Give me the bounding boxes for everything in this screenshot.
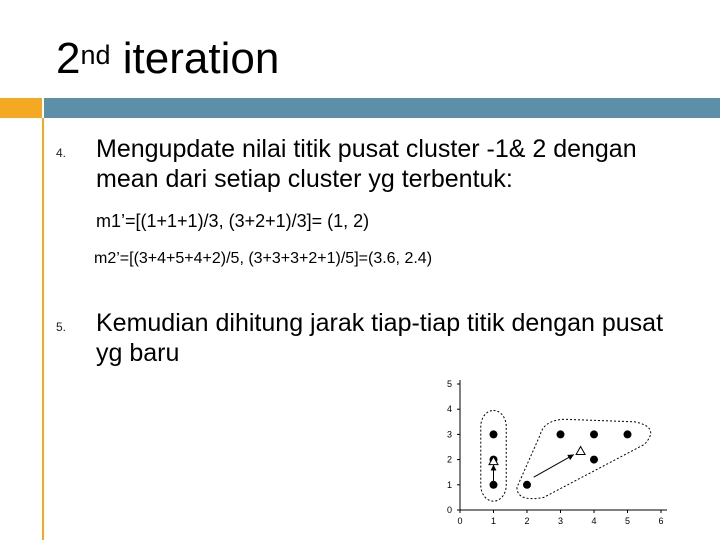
formula-m2: m2’=[(3+4+5+4+2)/5, (3+3+3+2+1)/5]=(3.6, 2.4)	[94, 250, 433, 267]
x-tick-label: 3	[557, 516, 564, 526]
title-number: 2	[56, 34, 81, 83]
accent-line-vertical	[42, 118, 44, 540]
data-point	[490, 430, 498, 438]
data-point	[490, 481, 498, 489]
title-text: iteration	[122, 34, 280, 83]
centroid-shift-arrow	[534, 455, 574, 478]
y-tick-label: 0	[446, 505, 452, 515]
formula-m1: m1’=[(1+1+1)/3, (3+2+1)/3]= (1, 2)	[96, 211, 370, 231]
data-point	[590, 456, 598, 464]
item-number-4: 4.	[56, 146, 67, 160]
y-tick-label: 4	[446, 404, 452, 415]
data-point	[557, 430, 565, 438]
data-point	[590, 430, 598, 438]
title-ordinal-suffix: nd	[80, 40, 111, 70]
y-tick-label: 5	[446, 379, 452, 389]
centroid-marker	[576, 447, 585, 455]
x-tick-label: 1	[490, 516, 497, 526]
item-number-5: 5.	[56, 320, 67, 334]
item-text-5: Kemudian dihitung jarak tiap-tiap titik dengan pusat yg baru	[96, 309, 664, 367]
slide-title	[56, 32, 279, 86]
y-tick-label: 3	[446, 429, 452, 440]
x-tick-label: 0	[457, 516, 463, 526]
y-tick-label: 2	[446, 454, 452, 465]
y-tick-label: 1	[446, 479, 452, 490]
x-tick-label: 6	[658, 516, 664, 526]
data-point	[523, 481, 531, 489]
x-tick-label: 5	[624, 516, 631, 526]
accent-block-orange	[0, 98, 42, 118]
x-tick-label: 4	[591, 516, 597, 526]
cluster-2-boundary	[517, 419, 651, 498]
accent-bar-blue	[44, 98, 720, 118]
cluster-scatter-plot	[420, 372, 680, 532]
item-text-4: Mengupdate nilai titik pusat cluster -1& 2 dengan mean dari setiap cluster yg terbentuk:	[96, 135, 637, 193]
x-tick-label: 2	[524, 516, 530, 526]
data-point	[624, 430, 632, 438]
